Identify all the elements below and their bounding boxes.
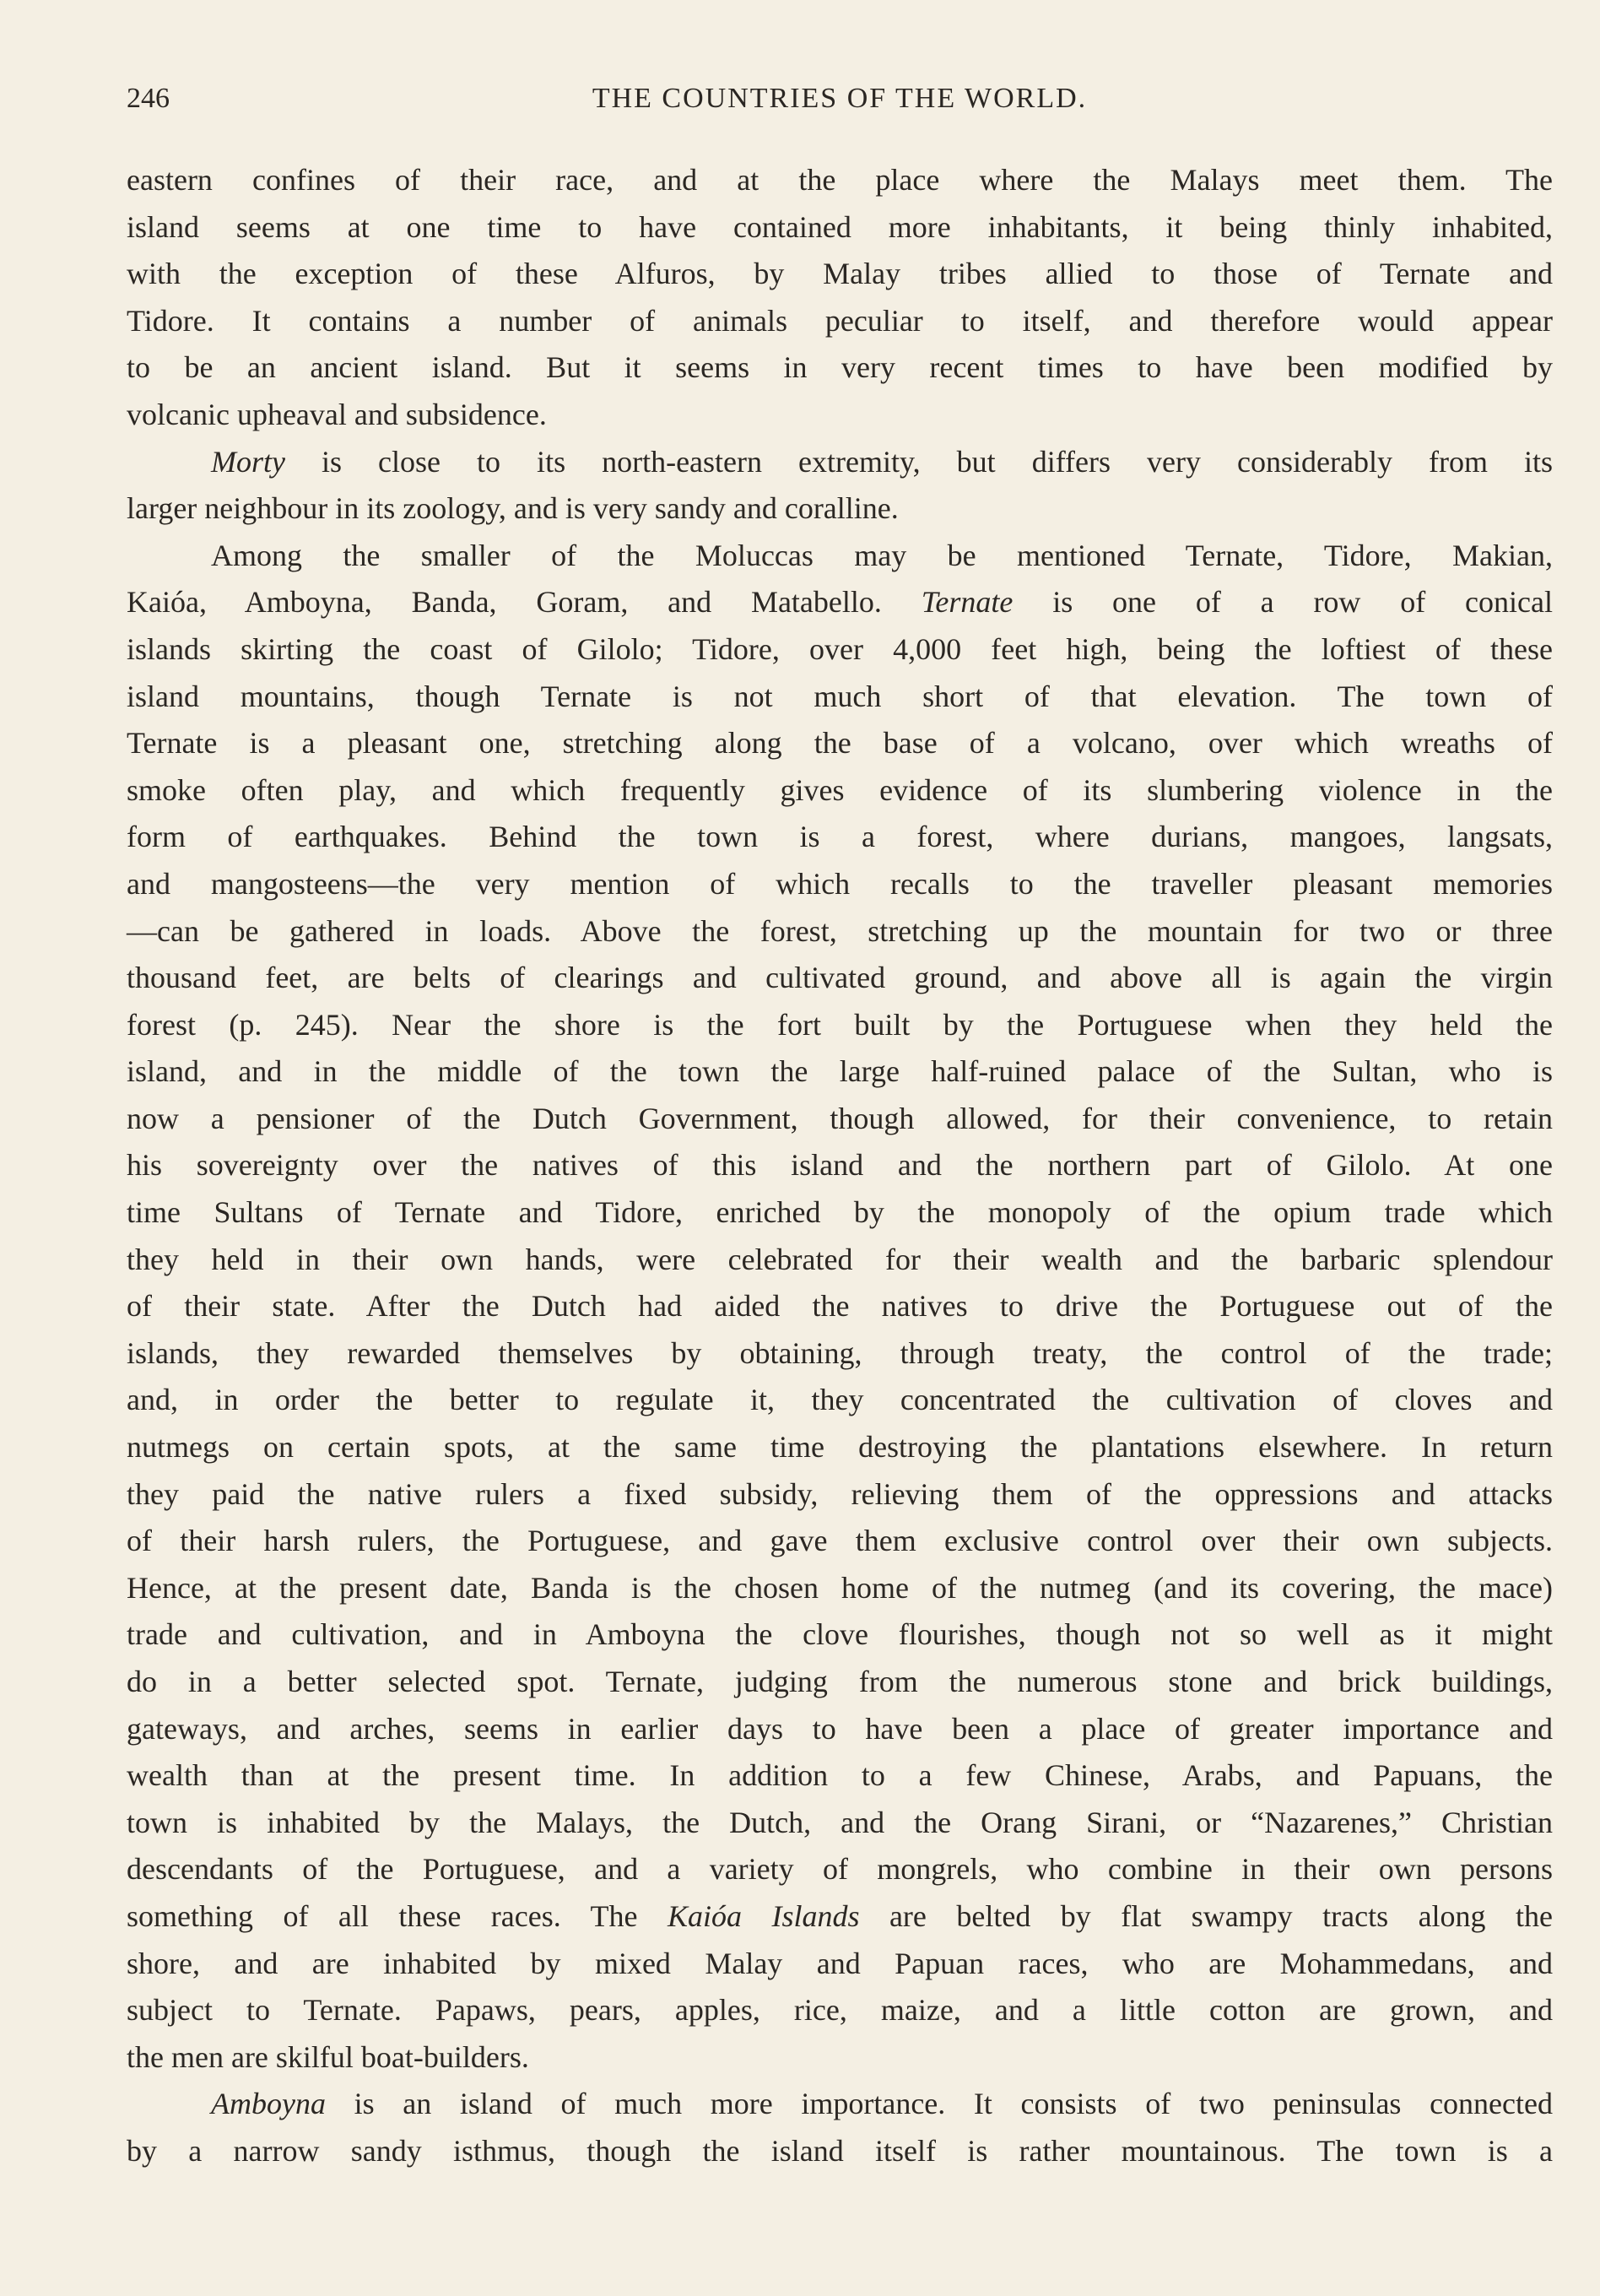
text-line: nutmegs on certain spots, at the same time destroying the plantations elsewhere. In return xyxy=(127,1430,1553,1465)
text-line: and mangosteens—the very mention of which recalls to the traveller pleasant memories xyxy=(127,866,1553,901)
text-line: gateways, and arches, seems in earlier days to have been a place of greater importance and xyxy=(127,1711,1553,1746)
text-line: do in a better selected spot. Ternate, judging from the numerous stone and brick buildings, xyxy=(127,1665,1553,1698)
text-line: of their harsh rulers, the Portuguese, and gave them exclusive control over their own subjects. xyxy=(127,1524,1553,1558)
italic-place-name: Amboyna xyxy=(211,2087,326,2121)
text-line: and, in order the better to regulate it, they concentrated the cultivation of cloves and xyxy=(127,1383,1553,1417)
paragraph-3 xyxy=(127,533,1553,2082)
text-line: island seems at one time to have contained more inhabitants, it being thinly inhabited, xyxy=(127,209,1553,244)
text-line: descendants of the Portuguese, and a variety of mongrels, who combine in their own persons xyxy=(127,1852,1553,1887)
text-line: with the exception of these Alfuros, by Malay tribes allied to those of Ternate and xyxy=(127,257,1553,291)
text-line: Among the smaller of the Moluccas may be mentioned Ternate, Tidore, Makian, xyxy=(211,538,1553,572)
text-run: are belted by flat swampy tracts along the xyxy=(859,1898,1553,1933)
text-line: shore, and are inhabited by mixed Malay and Papuan races, who are Mohammedans, and xyxy=(127,1946,1553,1980)
text-line: —can be gathered in loads. Above the forest, stretching up the mountain for two or three xyxy=(127,913,1553,948)
text-line: Ternate is a pleasant one, stretching along the base of a volcano, over which wreaths of xyxy=(127,726,1553,761)
text-line: Tidore. It contains a number of animals peculiar to itself, and therefore would appear xyxy=(127,303,1553,338)
text-line: the men are skilful boat-builders. xyxy=(127,2039,529,2074)
italic-place-name: Kaióa Islands xyxy=(667,1898,860,1933)
text-line: island, and in the middle of the town the large half-ruined palace of the Sultan, who is xyxy=(127,1054,1553,1089)
text-line: larger neighbour in its zoology, and is very sandy and coralline. xyxy=(127,491,899,526)
text-line: they held in their own hands, were celebrated for their wealth and the barbaric splendour xyxy=(127,1242,1553,1276)
text-line: town is inhabited by the Malays, the Dutch, and the Orang Sirani, or “Nazarenes,” Christian xyxy=(127,1805,1553,1839)
text-run: Kaióa, Amboyna, Banda, Goram, and Matabello. xyxy=(127,585,922,620)
text-line xyxy=(127,1893,1553,1941)
paragraph-1 xyxy=(127,157,1553,439)
text-line: they paid the native rulers a fixed subsidy, relieving them of the oppressions and attacks xyxy=(127,1476,1553,1511)
text-line: his sovereignty over the natives of this island and the northern part of Gilolo. At one xyxy=(127,1148,1553,1183)
text-line: by a narrow sandy isthmus, though the island itself is rather mountainous. The town is a xyxy=(127,2133,1553,2168)
text-line xyxy=(127,2081,1553,2128)
paragraph-2 xyxy=(127,439,1553,533)
text-line: time Sultans of Ternate and Tidore, enriched by the monopoly of the opium trade which xyxy=(127,1195,1553,1230)
text-line: trade and cultivation, and in Amboyna the clove flourishes, though not so well as it might xyxy=(127,1617,1553,1652)
text-line: volcanic upheaval and subsidence. xyxy=(127,397,547,431)
text-run: is an island of much more importance. It consists of two peninsulas connected xyxy=(325,2087,1553,2121)
text-run: is one of a row of conical xyxy=(1013,585,1553,620)
text-line: thousand feet, are belts of clearings and cultivated ground, and above all is again the virgin xyxy=(127,961,1553,995)
text-line: Hence, at the present date, Banda is the chosen home of the nutmeg (and its covering, the mace) xyxy=(127,1570,1553,1605)
text-line: islands skirting the coast of Gilolo; Tidore, over 4,000 feet high, being the loftiest of these xyxy=(127,631,1553,666)
text-run: something of all these races. The xyxy=(127,1898,668,1933)
italic-place-name: Morty xyxy=(211,444,285,479)
running-title: THE COUNTRIES OF THE WORLD. xyxy=(592,83,1088,114)
running-head xyxy=(127,78,1553,120)
text-line: eastern confines of their race, and at the place where the Malays meet them. The xyxy=(127,163,1553,197)
text-line: forest (p. 245). Near the shore is the fort built by the Portuguese when they held the xyxy=(127,1007,1553,1042)
text-line xyxy=(127,439,1553,486)
text-line: to be an ancient island. But it seems in very recent times to have been modified by xyxy=(127,350,1553,385)
text-line xyxy=(127,579,1553,626)
text-run: is close to its north-eastern extremity, but differs very considerably from its xyxy=(284,444,1553,479)
text-line: island mountains, though Ternate is not much short of that elevation. The town of xyxy=(127,679,1553,713)
text-line: islands, they rewarded themselves by obtaining, through treaty, the control of the trade; xyxy=(127,1335,1553,1370)
paragraph-4 xyxy=(127,2081,1553,2174)
text-line: wealth than at the present time. In addition to a few Chinese, Arabs, and Papuans, the xyxy=(127,1758,1553,1793)
page-number: 246 xyxy=(127,83,170,114)
text-line: now a pensioner of the Dutch Government, though allowed, for their convenience, to retain xyxy=(127,1101,1553,1135)
text-line: form of earthquakes. Behind the town is a forest, where durians, mangoes, langsats, xyxy=(127,820,1553,854)
text-line: subject to Ternate. Papaws, pears, apples, rice, maize, and a little cotton are grown, and xyxy=(127,1993,1553,2028)
text-line: of their state. After the Dutch had aided the natives to drive the Portuguese out of the xyxy=(127,1289,1553,1324)
italic-place-name: Ternate xyxy=(921,585,1014,620)
text-line: smoke often play, and which frequently gives evidence of its slumbering violence in the xyxy=(127,772,1553,807)
body-text xyxy=(127,157,1553,2175)
